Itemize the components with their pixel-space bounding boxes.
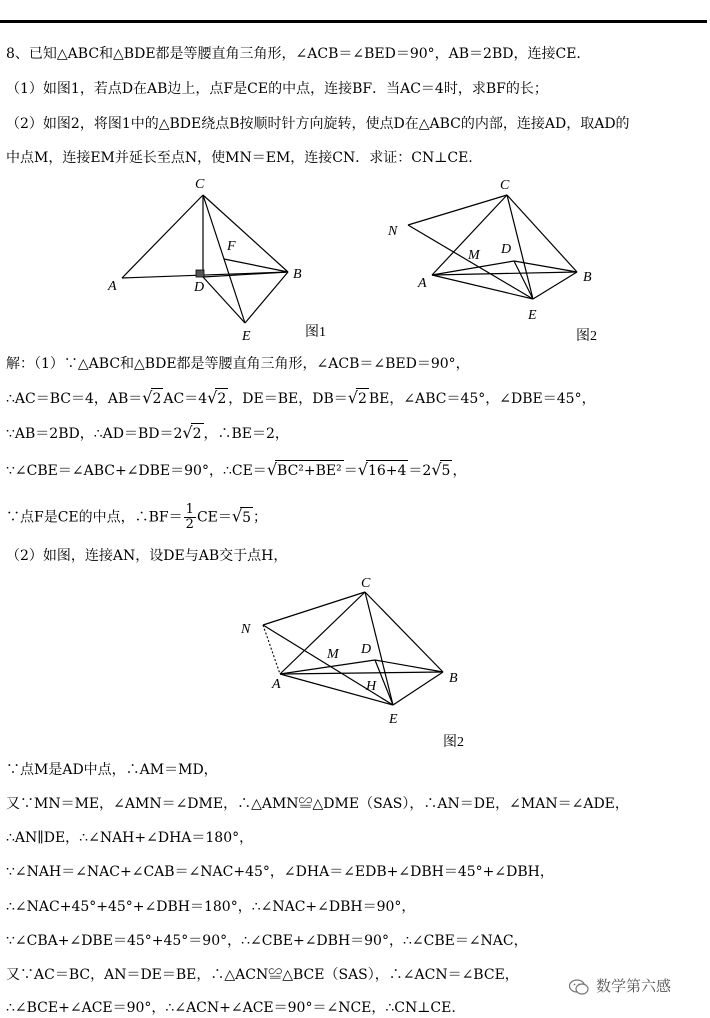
label-M: M (327, 647, 339, 662)
label-E: E (528, 308, 537, 323)
label-D: D (361, 642, 372, 657)
fraction-numerator: 1 (185, 502, 194, 517)
problem-line-4: 中点M，连接EM并延长至点N，使MN＝EM，连接CN．求证：CN⊥CE. (6, 150, 473, 166)
label-B: B (583, 270, 592, 285)
label-C: C (195, 177, 205, 192)
s4-text-b: ＝ (343, 463, 358, 479)
s5-radicand-1: 5 (240, 507, 253, 528)
label-N: N (388, 224, 398, 239)
solution-line-6: （2）如图，连接AN，设DE与AB交于点H， (6, 548, 288, 564)
solution-line-11: ∴∠NAC+45°+45°+∠DBH＝180°，∴∠NAC+∠DBH＝90°， (6, 899, 416, 915)
solution-line-2: ∴AC＝BC＝4，AB＝√2 AC＝4√2 ，DE＝BE，DB＝√2 BE，∠ABC＝45°，∠DBE＝45°， (6, 388, 596, 407)
watermark-text: 数学第六感 (596, 977, 672, 995)
label-A: A (272, 677, 281, 692)
s2-text-a: ∴AC＝BC＝4，AB＝ (6, 391, 143, 407)
solution-line-1: 解：（1）∵△ABC和△BDE都是等腰直角三角形，∠ACB＝∠BED＝90°， (6, 356, 470, 372)
wechat-icon (568, 978, 590, 996)
label-A: A (418, 276, 427, 291)
label-F: F (227, 239, 236, 254)
watermark (568, 975, 671, 996)
s2-radicand-2: 2 (215, 388, 228, 409)
solution-line-13: 又∵AC＝BC，AN＝DE＝BE，∴△ACN≌△BCE（SAS），∴∠ACN＝∠BCE， (6, 967, 519, 983)
s3-text-b: ，∴BE＝2， (203, 426, 289, 442)
s2-radicand-1: 2 (151, 388, 164, 409)
solution-line-14: ∴∠BCE+∠ACE＝90°，∴∠ACN+∠ACE＝90°＝∠NCE，∴CN⊥CE. (6, 1000, 456, 1016)
right-angle-mark (196, 270, 204, 277)
s5-text-c: ； (253, 509, 267, 526)
solution-line-4: ∵∠CBE＝∠ABC+∠DBE＝90°，∴CE＝√BC²+BE² ＝√16+4 ＝2√5 ， (6, 460, 467, 479)
label-M: M (468, 248, 480, 263)
problem-line-2: （1）如图1，若点D在AB边上，点F是CE的中点，连接BF．当AC＝4时，求BF的长； (6, 81, 548, 97)
s5-text-b: CE＝ (196, 509, 232, 526)
label-D: D (194, 280, 205, 295)
s4-text-c: ＝2 (408, 463, 432, 479)
label-D: D (501, 242, 512, 257)
figure-1-caption: 图1 (305, 325, 326, 340)
label-B: B (449, 671, 458, 686)
fraction-one-half (184, 503, 196, 532)
problem-line-1: 8、已知△ABC和△BDE都是等腰直角三角形，∠ACB＝∠BED＝90°，AB＝2BD，连接CE. (6, 46, 581, 62)
problem-line-3: （2）如图2，将图1中的△BDE绕点B按顺时针方向旋转，使点D在△ABC的内部，连接AD，取AD的 (6, 116, 630, 132)
s5-text-a: ∵点F是CE的中点，∴BF＝ (6, 509, 183, 526)
label-C: C (361, 576, 371, 591)
label-E: E (242, 329, 251, 344)
s3-radicand-1: 2 (191, 423, 204, 444)
figure-3-caption: 图2 (443, 735, 464, 750)
figure-3 (235, 570, 475, 750)
label-C: C (500, 178, 510, 193)
figure-2 (380, 175, 620, 350)
s3-text-a: ∵AB＝2BD，∴AD＝BD＝2 (6, 426, 183, 442)
s4-radicand-1: BC²+BE² (275, 460, 344, 481)
fraction-denominator: 2 (185, 517, 194, 532)
s4-text-d: ， (452, 463, 467, 479)
solution-line-5: ∵点F是CE的中点，∴BF＝ $\frac{1}{2}$ CE＝√5 ； (6, 502, 267, 532)
s4-text-a: ∵∠CBE＝∠ABC+∠DBE＝90°，∴CE＝ (6, 463, 267, 479)
label-A: A (108, 279, 117, 294)
label-B: B (293, 267, 302, 282)
s2-text-c: ，DE＝BE，DB＝ (228, 391, 348, 407)
figure-2-caption: 图2 (576, 329, 597, 344)
solution-line-3: ∵AB＝2BD，∴AD＝BD＝2√2 ，∴BE＝2， (6, 423, 289, 442)
solution-line-12: ∵∠CBA+∠DBE＝45°+45°＝90°，∴∠CBE+∠DBH＝90°，∴∠CBE＝∠NAC， (6, 933, 528, 949)
solution-line-8: 又∵MN＝ME，∠AMN＝∠DME，∴△AMN≌△DME（SAS），∴AN＝DE，∠MAN＝∠ADE， (6, 796, 629, 812)
s2-radicand-3: 2 (356, 388, 369, 409)
label-E: E (389, 712, 398, 727)
top-rule (0, 20, 707, 23)
s4-radicand-3: 5 (440, 460, 453, 481)
solution-line-9: ∴AN∥DE，∴∠NAH+∠DHA＝180°， (6, 830, 254, 846)
figure-1 (100, 170, 350, 345)
label-H: H (366, 679, 377, 694)
s4-radicand-2: 16+4 (366, 460, 408, 481)
s2-text-b: AC＝4 (163, 391, 208, 407)
solution-line-7: ∵点M是AD中点，∴AM＝MD， (6, 762, 218, 778)
s2-text-d: BE，∠ABC＝45°，∠DBE＝45°， (368, 391, 596, 407)
label-N: N (241, 622, 251, 637)
solution-line-10: ∵∠NAH＝∠NAC+∠CAB＝∠NAC+45°，∠DHA＝∠EDB+∠DBH＝45°+∠DBH， (6, 864, 554, 880)
dashed-AN (263, 625, 280, 674)
